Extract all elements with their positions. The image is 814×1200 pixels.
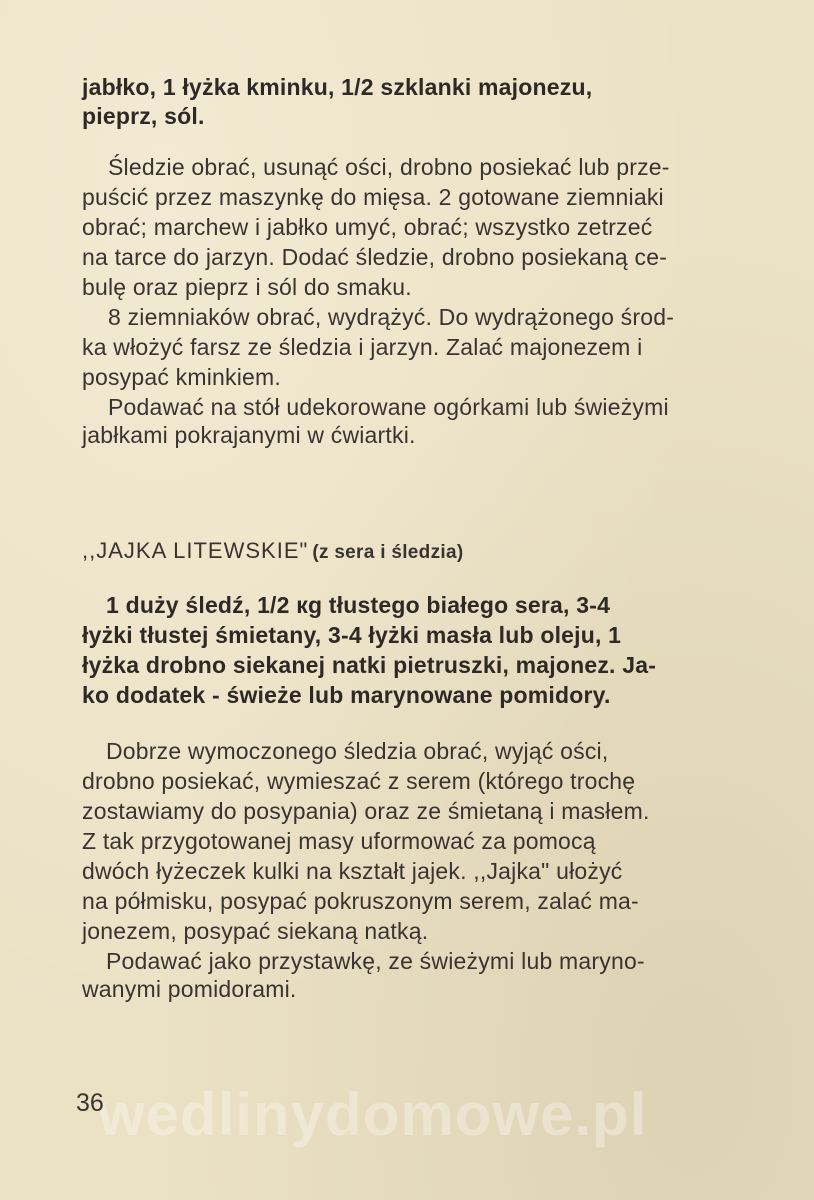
method-line: jabłkami pokrajanymi w ćwiartki. [82, 422, 416, 448]
watermark: wedlinydomowe.pl [98, 1081, 648, 1148]
ingredients-line: pieprz, sól. [82, 103, 205, 129]
method-line: obrać; marchew i jabłko umyć, obrać; wszystko zetrzeć [82, 214, 653, 240]
ingredients-line: łyżki tłustej śmietany, 3-4 łyżki masła lub oleju, 1 [82, 622, 622, 648]
method-line: na półmisku, posypać pokruszonym serem, zalać ma- [82, 888, 639, 914]
method-line: 8 ziemniaków obrać, wydrążyć. Do wydrążonego środ- [108, 304, 675, 330]
recipe-subtitle: (z sera i śledzia) [312, 542, 464, 563]
method-line: bulę oraz pieprz i sól do smaku. [82, 274, 412, 300]
method-line: puścić przez maszynkę do mięsa. 2 gotowane ziemniaki [82, 184, 664, 210]
method-line: Podawać jako przystawkę, ze świeżymi lub maryno- [106, 948, 645, 974]
method-line: Z tak przygotowanej masy uformować za pomocą [82, 828, 596, 854]
ingredients-line: jabłko, 1 łyżka kminku, 1/2 szklanki majonezu, [82, 74, 593, 100]
ingredients-line: łyżka drobno siekanej natki pietruszki, majonez. Ja- [82, 652, 657, 678]
method-line: dwóch łyżeczek kulki na kształt jajek. ,,Jajka" ułożyć [82, 858, 623, 884]
method-line: drobno posiekać, wymieszać z serem (którego trochę [82, 768, 636, 794]
method-line: Dobrze wymoczonego śledzia obrać, wyjąć ości, [106, 738, 609, 764]
page-number: 36 [76, 1089, 104, 1117]
ingredients-line: ko dodatek - świeże lub marynowane pomidory. [82, 682, 611, 708]
method-line: zostawiamy do posypania) oraz ze śmietaną i masłem. [82, 798, 650, 824]
recipe-title [82, 536, 463, 568]
method-line: wanymi pomidorami. [82, 976, 297, 1002]
recipe-title-text: ,,JAJKA LITEWSKIE" [82, 538, 309, 563]
method-line: Podawać na stół udekorowane ogórkami lub świeżymi [108, 394, 669, 420]
method-line: posypać kminkiem. [82, 364, 281, 390]
ingredients-line: 1 duży śledź, 1/2 кg tłustego białego sera, 3-4 [106, 592, 611, 618]
method-line: ka włożyć farsz ze śledzia i jarzyn. Zalać majonezem i [82, 334, 643, 360]
method-line: Śledzie obrać, usunąć ości, drobno posiekać lub prze- [108, 154, 670, 180]
method-line: jonezem, posypać siekaną natką. [82, 918, 429, 944]
method-line: na tarce do jarzyn. Dodać śledzie, drobno posiekaną ce- [82, 244, 668, 270]
